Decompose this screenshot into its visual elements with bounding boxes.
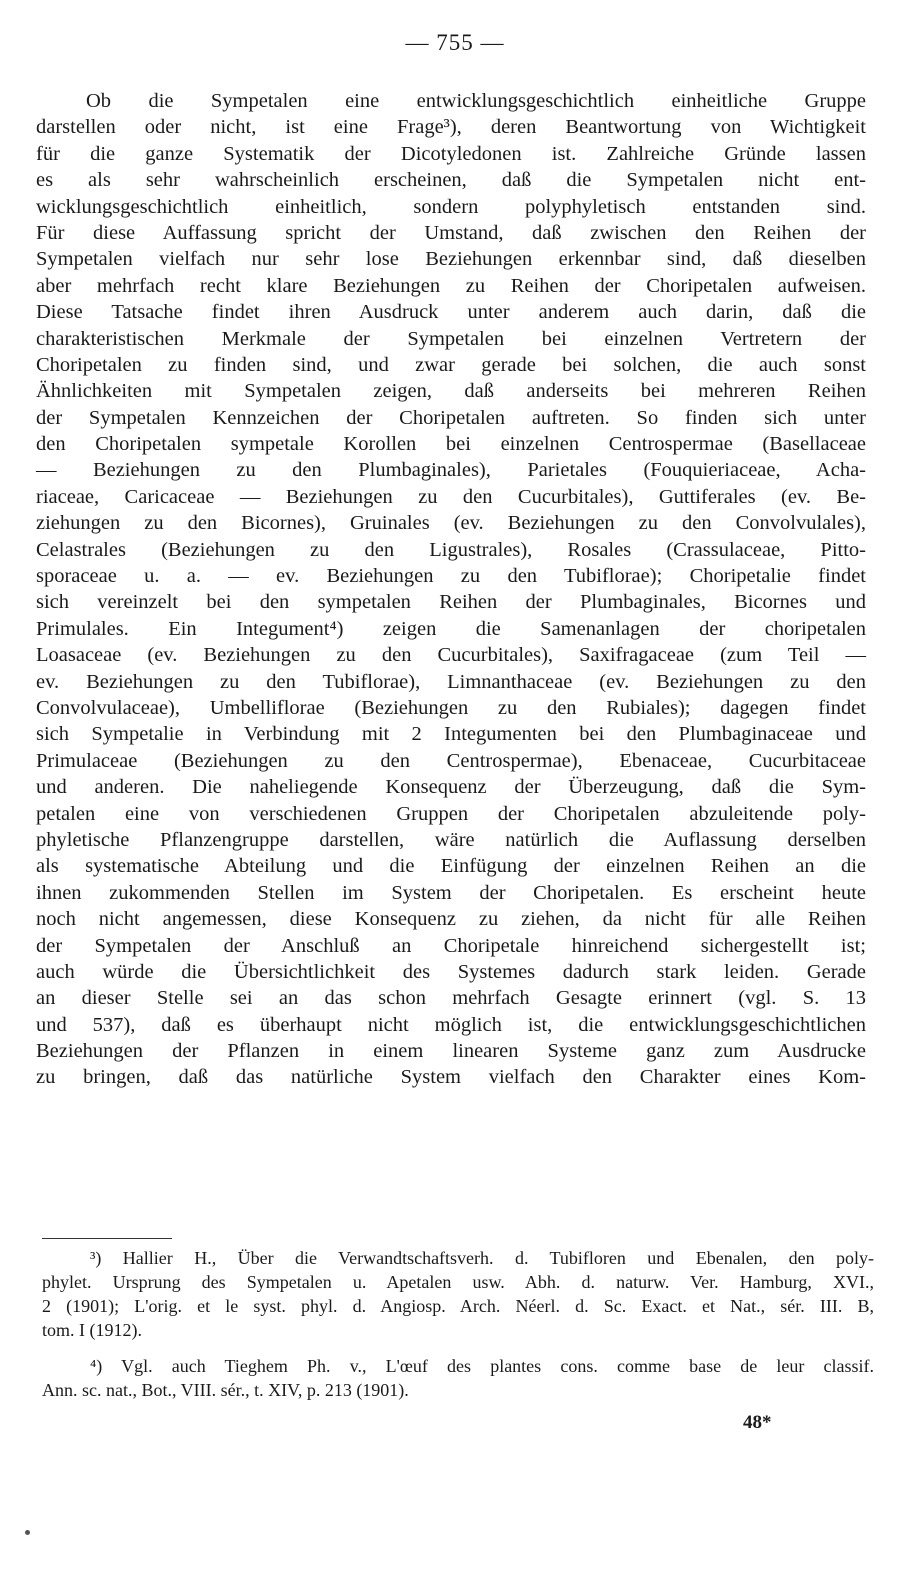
body-line: charakteristischen Merkmale der Sympetalen bei einzelnen Vertretern der — [36, 327, 866, 350]
body-line: und anderen. Die naheliegende Konsequenz der Überzeugung, daß die Sym- — [36, 776, 866, 799]
body-line: Celastrales (Beziehungen zu den Ligustrales), Rosales (Crassulaceae, Pitto- — [36, 538, 866, 561]
body-line: an dieser Stelle sei an das schon mehrfach Gesagte erinnert (vgl. S. 13 — [36, 987, 866, 1010]
body-line: sporaceae u. a. — ev. Beziehungen zu den Tubiflorae); Choripetalie findet — [36, 565, 866, 588]
footnote-line: ³) Hallier H., Über die Verwandtschaftsverh. d. Tubifloren und Ebenalen, den poly- — [90, 1248, 874, 1268]
body-line: für die ganze Systematik der Dicotyledonen ist. Zahlreiche Gründe lassen — [36, 142, 866, 165]
body-line: und 537), daß es überhaupt nicht möglich ist, die entwicklungsgeschichtlichen — [36, 1013, 866, 1036]
body-line: der Sympetalen der Anschluß an Choripetale hinreichend sichergestellt ist; — [36, 934, 866, 957]
body-line: der Sympetalen Kennzeichen der Choripetalen auftreten. So finden sich unter — [36, 406, 866, 429]
footnote-line: Ann. sc. nat., Bot., VIII. sér., t. XIV, p. 213 (1901). — [42, 1380, 409, 1400]
body-text — [36, 88, 866, 1091]
body-line: sich vereinzelt bei den sympetalen Reihen der Plumbaginales, Bicornes und — [36, 591, 866, 614]
body-line: aber mehrfach recht klare Beziehungen zu Reihen der Choripetalen aufweisen. — [36, 274, 866, 297]
footnote-line: tom. I (1912). — [42, 1320, 142, 1340]
footnote-line: phylet. Ursprung des Sympetalen u. Apetalen usw. Abh. d. naturw. Ver. Hamburg, XVI., — [42, 1272, 874, 1292]
body-line: riaceae, Caricaceae — Beziehungen zu den Cucurbitales), Guttiferales (ev. Be- — [36, 485, 866, 508]
body-line: ihnen zukommenden Stellen im System der Choripetalen. Es erscheint heute — [36, 881, 866, 904]
body-line: ziehungen zu den Bicornes), Gruinales (ev. Beziehungen zu den Convolvulales), — [36, 512, 866, 535]
body-line: Ähnlichkeiten mit Sympetalen zeigen, daß anderseits bei mehreren Reihen — [36, 380, 866, 403]
body-line: ev. Beziehungen zu den Tubiflorae), Limnanthaceae (ev. Beziehungen zu den — [36, 670, 866, 693]
footnote-divider — [42, 1238, 172, 1239]
body-line: zu bringen, daß das natürliche System vielfach den Charakter eines Kom- — [36, 1066, 866, 1089]
footnote — [42, 1246, 874, 1342]
body-line: Beziehungen der Pflanzen in einem linearen Systeme ganz zum Ausdrucke — [36, 1040, 866, 1063]
footnote-line: ⁴) Vgl. auch Tieghem Ph. v., L'œuf des plantes cons. comme base de leur classif. — [90, 1356, 874, 1376]
footnote-gap — [42, 1342, 874, 1354]
body-line: phyletische Pflanzengruppe darstellen, wäre natürlich die Auflassung derselben — [36, 828, 866, 851]
body-line: petalen eine von verschiedenen Gruppen der Choripetalen abzuleitende poly- — [36, 802, 866, 825]
footnote-line: 2 (1901); L'orig. et le syst. phyl. d. Angiosp. Arch. Néerl. d. Sc. Exact. et Nat., sér. III. B, — [42, 1296, 874, 1316]
body-line: Convolvulaceae), Umbelliflorae (Beziehungen zu den Rubiales); dagegen findet — [36, 696, 866, 719]
page-number: — 755 — — [405, 30, 505, 55]
body-line: noch nicht angemessen, diese Konsequenz zu ziehen, da nicht für alle Reihen — [36, 908, 866, 931]
body-line: auch würde die Übersichtlichkeit des Systemes dadurch stark leiden. Gerade — [36, 960, 866, 983]
footnotes — [42, 1246, 874, 1402]
body-line: Primulales. Ein Integument⁴) zeigen die Samenanlagen der choripetalen — [36, 617, 866, 640]
body-line: Sympetalen vielfach nur sehr lose Beziehungen erkennbar sind, daß dieselben — [36, 248, 866, 271]
body-line: Für diese Auffassung spricht der Umstand, daß zwischen den Reihen der — [36, 221, 866, 244]
body-line: darstellen oder nicht, ist eine Frage³), deren Beantwortung von Wichtigkeit — [36, 116, 866, 139]
body-line: Diese Tatsache findet ihren Ausdruck unter anderem auch darin, daß die — [36, 301, 866, 324]
body-line: den Choripetalen sympetale Korollen bei einzelnen Centrospermae (Basellaceae — [36, 433, 866, 456]
body-line: — Beziehungen zu den Plumbaginales), Parietales (Fouquieriaceae, Acha- — [36, 459, 866, 482]
body-line: Choripetalen zu finden sind, und zwar gerade bei solchen, die auch sonst — [36, 353, 866, 376]
body-line: Loasaceae (ev. Beziehungen zu den Cucurbitales), Saxifragaceae (zum Teil — — [36, 644, 866, 667]
footnote — [42, 1354, 874, 1402]
body-line: sich Sympetalie in Verbindung mit 2 Integumenten bei den Plumbaginaceae und — [36, 723, 866, 746]
body-line: wicklungsgeschichtlich einheitlich, sondern polyphyletisch entstanden sind. — [36, 195, 866, 218]
body-line: als systematische Abteilung und die Einfügung der einzelnen Reihen an die — [36, 855, 866, 878]
signature-mark: 48* — [743, 1412, 772, 1433]
body-line: Ob die Sympetalen eine entwicklungsgeschichtlich einheitliche Gruppe — [86, 90, 866, 112]
body-line: Primulaceae (Beziehungen zu den Centrospermae), Ebenaceae, Cucurbitaceae — [36, 749, 866, 772]
body-line: es als sehr wahrscheinlich erscheinen, daß die Sympetalen nicht ent- — [36, 169, 866, 192]
scan-speck — [25, 1530, 30, 1535]
